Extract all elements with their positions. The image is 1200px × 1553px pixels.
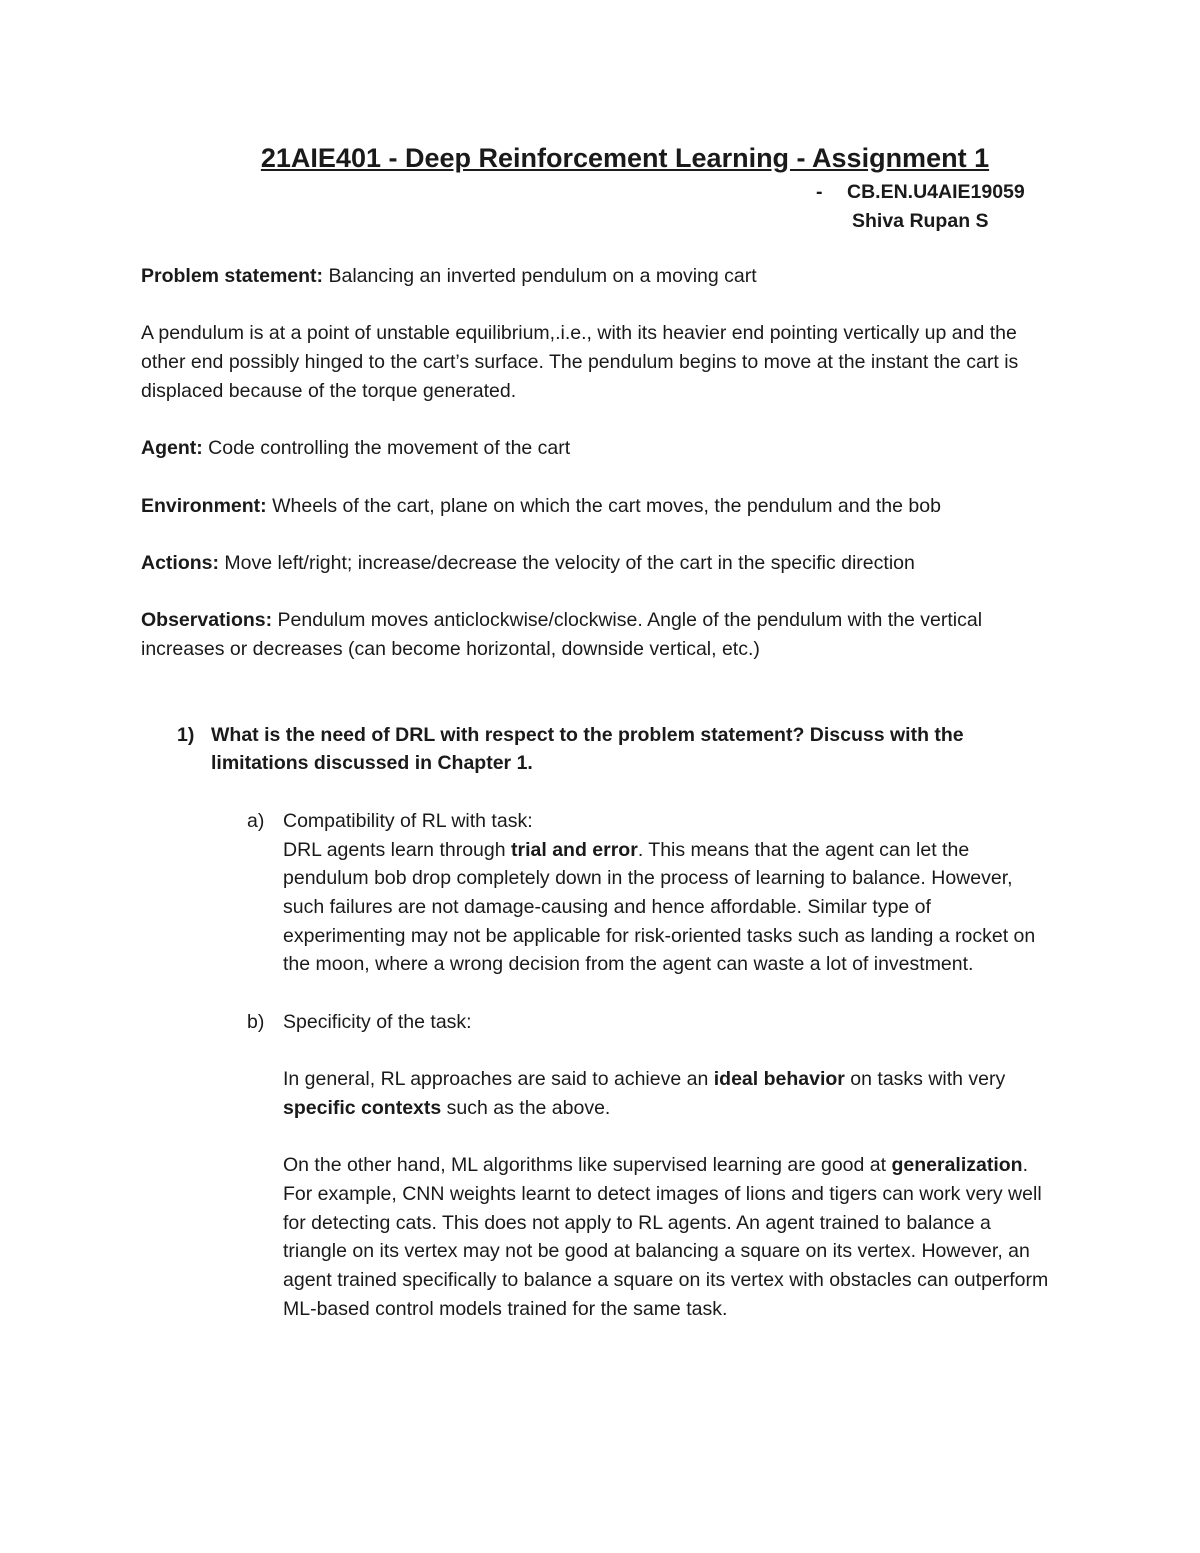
environment-definition [141, 492, 1061, 521]
specific-contexts-term: specific contexts [283, 1096, 442, 1119]
question-1 [141, 721, 1061, 778]
problem-statement-text: Balancing an inverted pendulum on a moving cart [323, 265, 757, 287]
observations-definition [141, 606, 1061, 663]
observations-label: Observations: [141, 609, 273, 632]
problem-statement-label: Problem statement: [141, 265, 324, 287]
p2-text-start: On the other hand, ML algorithms like supervised learning are good at [283, 1154, 892, 1177]
point-b-letter: b) [247, 1010, 265, 1033]
p1-text-middle: on tasks with very [844, 1068, 1006, 1091]
environment-text: Wheels of the cart, plane on which the cart moves, the pendulum and the bob [266, 494, 941, 517]
point-a-text-end: . This means that the agent can let the pendulum bob drop completely down in the process of learning to balance. However, such failures are not damage-causing and hence affordable. Similar type of experimenting may not be applicable for risk-oriented tasks such as landing a rocket on the moon, where a wrong decision from the agent can waste a lot of investment. [283, 838, 1036, 976]
agent-definition [141, 434, 1061, 463]
roll-number: CB.EN.U4AIE19059 [847, 181, 1025, 203]
agent-label: Agent: [141, 437, 203, 460]
ideal-behavior-term: ideal behavior [713, 1068, 845, 1091]
point-a-heading: Compatibility of RL with task: [283, 809, 533, 832]
trial-and-error-term: trial and error [511, 838, 638, 861]
roll-number-line [816, 178, 1025, 207]
p1-text-end: such as the above. [441, 1096, 611, 1119]
document-title: 21AIE401 - Deep Reinforcement Learning - Assignment 1 [260, 143, 990, 173]
problem-description: A pendulum is at a point of unstable equilibrium,.i.e., with its heavier end pointing vertically up and the other end possibly hinged to the cart’s surface. The pendulum begins to move at the instant the cart is displaced because of the torque generated. [141, 322, 1019, 402]
point-b-paragraph-1 [283, 1065, 1053, 1122]
environment-label: Environment: [141, 494, 267, 517]
point-b-heading: Specificity of the task: [283, 1010, 472, 1033]
point-a-text [283, 836, 1053, 980]
point-b [247, 1008, 1061, 1324]
author-name: Shiva Rupan S [852, 210, 989, 232]
question-number: 1) [177, 723, 195, 746]
author-dash: - [816, 181, 823, 203]
point-a-text-start: DRL agents learn through [283, 838, 512, 861]
point-a [247, 807, 1061, 979]
problem-statement [141, 262, 1061, 291]
author-block [816, 178, 1025, 236]
point-b-paragraph-2 [283, 1151, 1053, 1323]
generalization-term: generalization [891, 1154, 1023, 1177]
document-body [141, 262, 1061, 1323]
actions-label: Actions: [141, 551, 219, 574]
observations-text: Pendulum moves anticlockwise/clockwise. Angle of the pendulum with the vertical increases or decreases (can become horizontal, downside vertical, etc.) [141, 609, 983, 661]
actions-definition [141, 549, 1061, 578]
p1-text-start: In general, RL approaches are said to achieve an [283, 1068, 714, 1091]
agent-text: Code controlling the movement of the cart [202, 437, 571, 460]
actions-text: Move left/right; increase/decrease the velocity of the cart in the specific direction [219, 551, 915, 574]
question-text: What is the need of DRL with respect to the problem statement? Discuss with the limitations discussed in Chapter 1. [211, 723, 964, 775]
point-a-body [283, 807, 1053, 979]
point-a-letter: a) [247, 809, 265, 832]
p2-text-end: . For example, CNN weights learnt to detect images of lions and tigers can work very well for detecting cats. This does not apply to RL agents. An agent trained to balance a triangle on its vertex may not be good at balancing a square on its vertex. However, an agent trained specifically to balance a square on its vertex with obstacles can outperform ML-based control models trained for the same task. [283, 1154, 1049, 1320]
point-b-body [283, 1008, 1053, 1324]
